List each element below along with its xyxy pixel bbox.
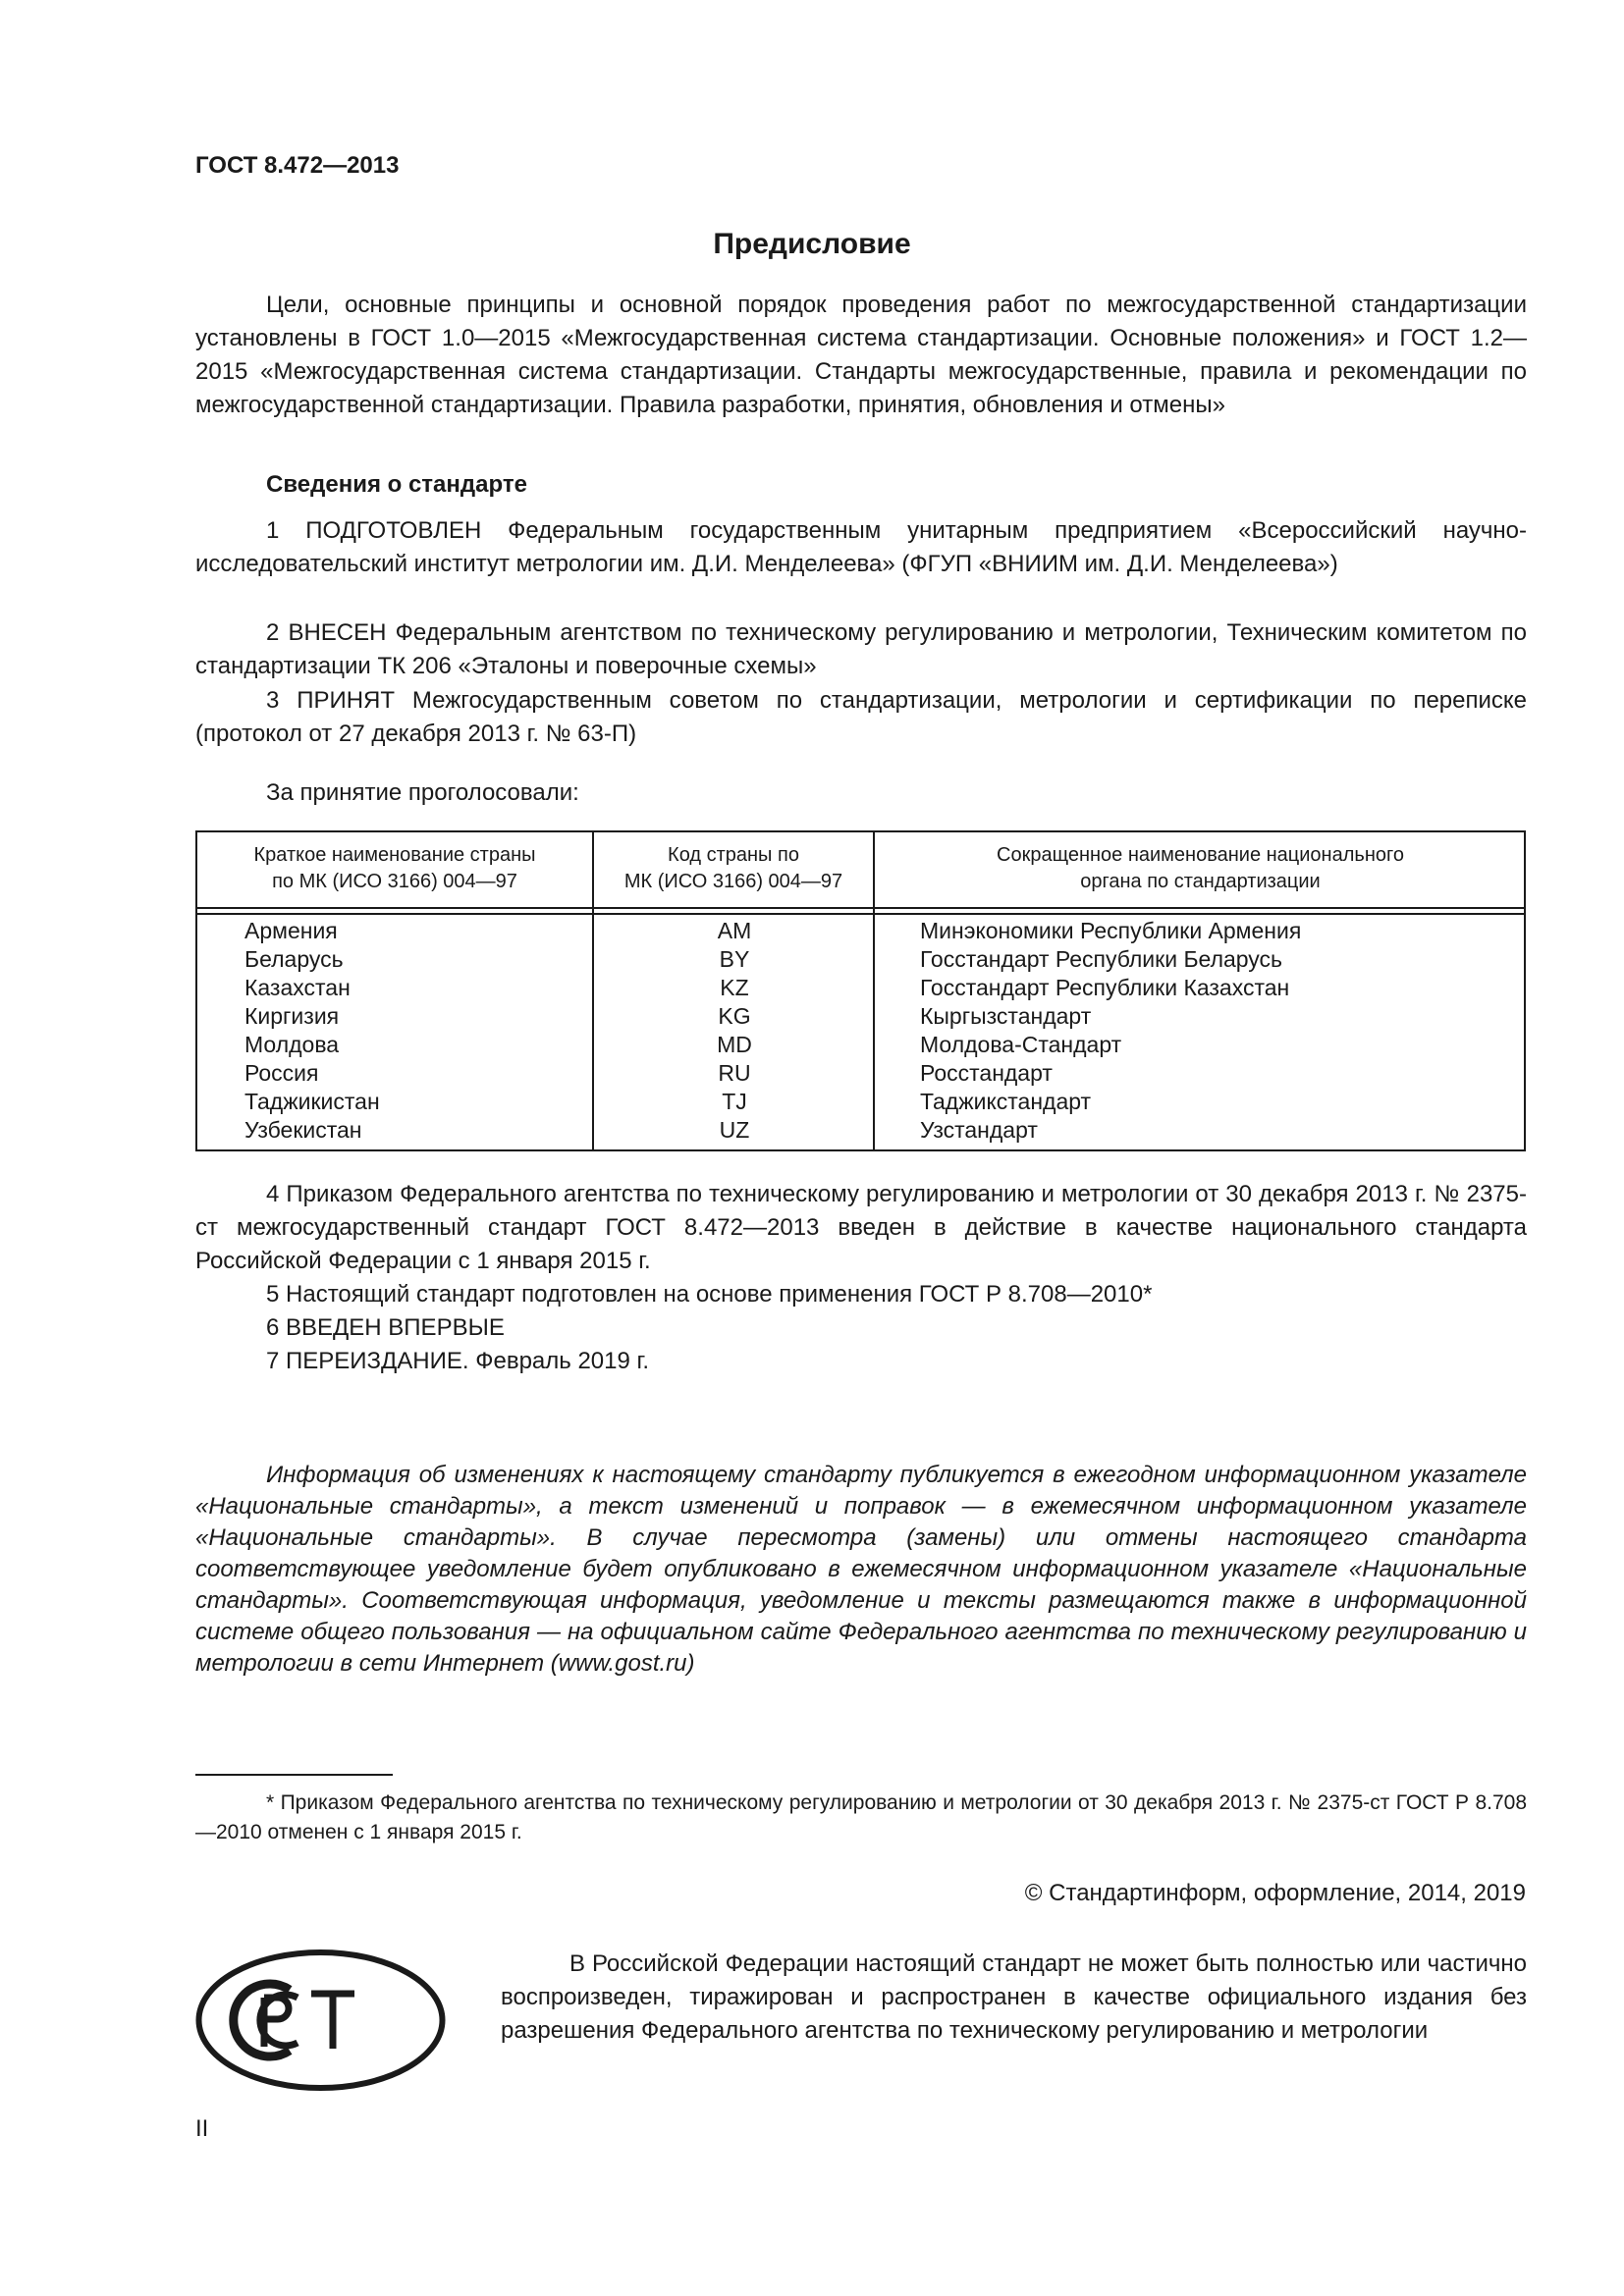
table-header-country: Краткое наименование страны по МК (ИСО 3166) 004—97 bbox=[253, 844, 536, 892]
table-header-rule bbox=[197, 907, 1524, 909]
table-body bbox=[197, 917, 1524, 1145]
table-header-rule bbox=[197, 913, 1524, 915]
table-header-code: Код страны по МК (ИСО 3166) 004—97 bbox=[623, 844, 843, 892]
footnote: * Приказом Федерального агентства по техническому регулированию и метрологии от 30 декабря 2013 г. № 2375-ст ГОСТ Р 8.708—2010 отменен с 1 января 2015 г. bbox=[195, 1791, 1527, 1843]
section-heading-standard-info: Сведения о стандарте bbox=[266, 471, 527, 498]
info-item-7: 7 ПЕРЕИЗДАНИЕ. Февраль 2019 г. bbox=[266, 1348, 649, 1374]
page-number: II bbox=[195, 2115, 209, 2142]
voting-countries-table bbox=[195, 830, 1526, 1151]
info-item-1: 1 ПОДГОТОВЛЕН Федеральным государственным унитарным предприятием «Всероссийский научно-исследовательский институт метрологии им. Д.И. Менделеева» (ФГУП «ВНИИМ им. Д.И. Менделеева») bbox=[195, 517, 1527, 577]
table-header-authority: Сокращенное наименование национального органа по стандартизации bbox=[997, 844, 1404, 892]
document-code: ГОСТ 8.472—2013 bbox=[195, 152, 400, 179]
info-item-2: 2 ВНЕСЕН Федеральным агентством по техническому регулированию и метрологии, Техническим комитетом по стандартизации ТК 206 «Эталоны и поверочные схемы» bbox=[195, 619, 1527, 679]
table-row: Армения AM Минэкономики Республики Армения bbox=[244, 918, 1302, 943]
table-row: Казахстан KZ Госстандарт Республики Казахстан bbox=[244, 975, 1290, 1000]
vote-label: За принятие проголосовали: bbox=[266, 779, 579, 806]
copyright-notice: © Стандартинформ, оформление, 2014, 2019 bbox=[1024, 1880, 1526, 1906]
info-item-3: 3 ПРИНЯТ Межгосударственным советом по стандартизации, метрологии и сертификации по переписке (протокол от 27 декабря 2013 г. № 63-П) bbox=[195, 687, 1527, 747]
info-item-6: 6 ВВЕДЕН ВПЕРВЫЕ bbox=[266, 1314, 505, 1341]
reproduction-rights-notice: В Российской Федерации настоящий стандарт не может быть полностью или частично воспроизведен, тиражирован и распространен в качестве официального издания без разрешения Федерального агентства по техническому регулированию и метрологии bbox=[501, 1950, 1527, 2044]
info-item-4: 4 Приказом Федерального агентства по техническому регулированию и метрологии от 30 декабря 2013 г. № 2375-ст межгосударственный стандарт ГОСТ 8.472—2013 введен в действие в качестве национального стандарта Российской Федерации с 1 января 2015 г. bbox=[195, 1181, 1527, 1274]
rst-certification-mark-icon bbox=[195, 1949, 446, 2092]
table-row: Беларусь BY Госстандарт Республики Беларусь bbox=[244, 946, 1283, 972]
page-title: Предисловие bbox=[713, 228, 911, 260]
footnote-separator bbox=[195, 1774, 393, 1776]
table-row: Узбекистан UZ Узстандарт bbox=[244, 1117, 1038, 1143]
table-row: Молдова MD Молдова-Стандарт bbox=[244, 1032, 1122, 1057]
changes-information-notice: Информация об изменениях к настоящему стандарту публикуется в ежегодном информационном указателе «Национальные стандарты», а текст изменений и поправок — в ежемесячном информационном указателе «Национальные стандарты». В случае пересмотра (замены) или отмены настоящего стандарта соответствующее уведомление будет опубликовано в ежемесячном информационном указателе «Национальные стандарты». Соответствующая информация, уведомление и тексты размещаются также в информационной системе общего пользования — на официальном сайте Федерального агентства по техническому регулированию и метрологии в сети Интернет (www.gost.ru) bbox=[195, 1462, 1527, 1677]
table-row: Россия RU Росстандарт bbox=[244, 1060, 1053, 1086]
intro-paragraph: Цели, основные принципы и основной порядок проведения работ по межгосударственной стандартизации установлены в ГОСТ 1.0—2015 «Межгосударственная система стандартизации. Основные положения» и ГОСТ 1.2—2015 «Межгосударственная система стандартизации. Стандарты межгосударственные, правила и рекомендации по межгосударственной стандартизации. Правила разработки, принятия, обновления и отмены» bbox=[195, 292, 1527, 418]
table-row: Киргизия KG Кыргызстандарт bbox=[244, 1003, 1092, 1029]
table-row: Таджикистан TJ Таджикстандарт bbox=[244, 1089, 1092, 1114]
info-item-5: 5 Настоящий стандарт подготовлен на основе применения ГОСТ Р 8.708—2010* bbox=[266, 1281, 1153, 1308]
